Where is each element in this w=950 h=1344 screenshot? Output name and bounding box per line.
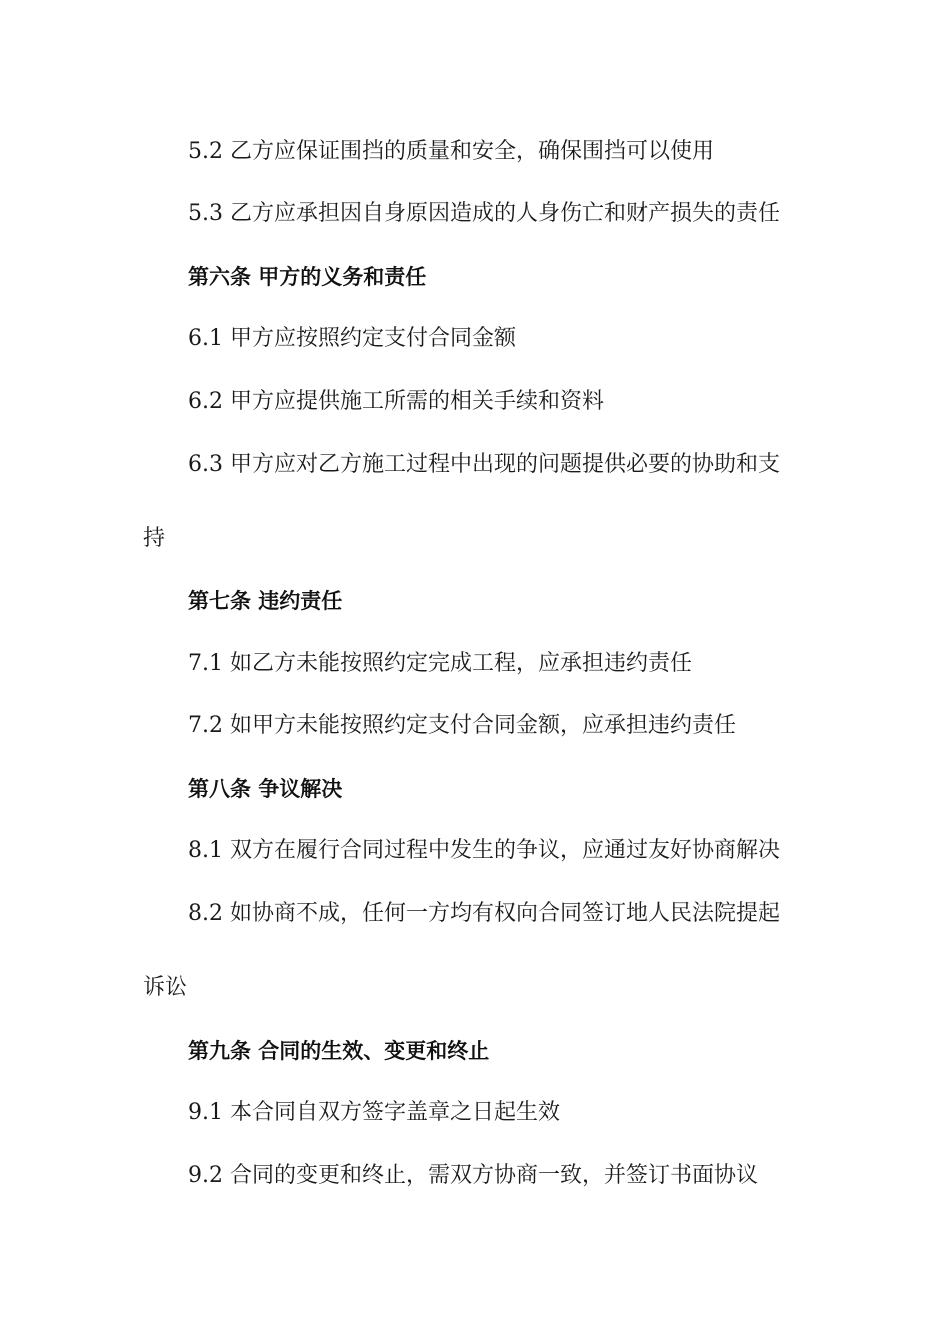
clause-7-2: 7.2 如甲方未能按照约定支付合同金额，应承担违约责任 bbox=[188, 713, 736, 738]
clause-6-3-line-1: 6.3 甲方应对乙方施工过程中出现的问题提供必要的协助和支 bbox=[188, 452, 780, 477]
clause-9-2: 9.2 合同的变更和终止，需双方协商一致，并签订书面协议 bbox=[188, 1163, 758, 1188]
clause-8-1: 8.1 双方在履行合同过程中发生的争议，应通过友好协商解决 bbox=[188, 838, 780, 863]
clause-5-2: 5.2 乙方应保证围挡的质量和安全，确保围挡可以使用 bbox=[188, 139, 714, 164]
clause-5-3: 5.3 乙方应承担因自身原因造成的人身伤亡和财产损失的责任 bbox=[188, 201, 780, 226]
clause-8-2-line-2: 诉讼 bbox=[143, 975, 188, 1000]
clause-6-1: 6.1 甲方应按照约定支付合同金额 bbox=[188, 326, 516, 351]
article-8-heading: 第八条 争议解决 bbox=[188, 777, 343, 801]
clause-6-3-line-2: 持 bbox=[143, 526, 166, 551]
article-9-heading: 第九条 合同的生效、变更和终止 bbox=[188, 1039, 490, 1063]
article-7-heading: 第七条 违约责任 bbox=[188, 589, 343, 613]
clause-9-1: 9.1 本合同自双方签字盖章之日起生效 bbox=[188, 1100, 560, 1125]
clause-6-2: 6.2 甲方应提供施工所需的相关手续和资料 bbox=[188, 389, 604, 414]
clause-7-1: 7.1 如乙方未能按照约定完成工程，应承担违约责任 bbox=[188, 651, 692, 676]
article-6-heading: 第六条 甲方的义务和责任 bbox=[188, 265, 427, 289]
clause-8-2-line-1: 8.2 如协商不成，任何一方均有权向合同签订地人民法院提起 bbox=[188, 901, 780, 926]
